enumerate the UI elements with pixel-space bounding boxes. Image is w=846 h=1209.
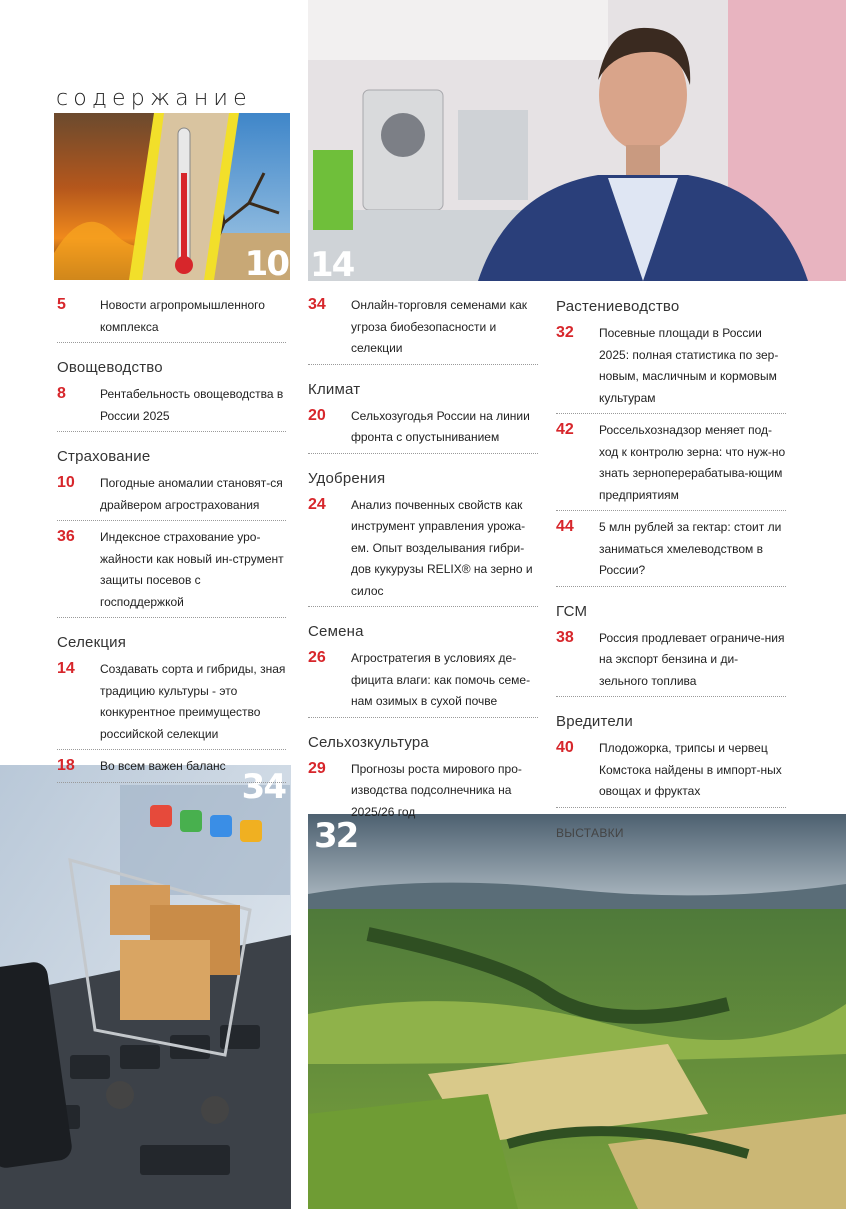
toc-page-number: 42 [556, 421, 574, 438]
toc-page-number: 26 [308, 649, 326, 666]
toc-entry-text: Создавать сорта и гибриды, зная традицию культуры - это конкурентное преимущество российской селекции [100, 662, 286, 741]
toc-footer-item[interactable]: ВЫСТАВКИ [556, 825, 624, 840]
photo-page-number: 34 [241, 767, 285, 807]
toc-entry[interactable] [556, 738, 786, 808]
toc-entry[interactable] [57, 659, 286, 750]
toc-entry[interactable] [308, 495, 538, 608]
toc-entry[interactable] [556, 517, 786, 587]
photo-page-number: 32 [314, 816, 358, 856]
page-title: содержание [56, 86, 252, 111]
toc-page-number: 40 [556, 739, 574, 756]
toc-page-number: 5 [57, 296, 66, 313]
toc-entry[interactable] [556, 323, 786, 414]
aerial-fields-photo[interactable] [308, 814, 846, 1209]
section-heading: Сельхозкультура [308, 733, 429, 751]
toc-entry[interactable] [57, 527, 286, 618]
toc-page-number: 20 [308, 406, 326, 424]
toc-column-2 [308, 295, 538, 833]
toc-entry[interactable] [57, 384, 286, 432]
photo-page-number: 14 [310, 245, 354, 281]
scientist-portrait-photo[interactable] [308, 0, 846, 281]
toc-entry-text: Сельхозугодья России на линии фронта с опустыниванием [351, 408, 530, 444]
toc-entry[interactable] [556, 420, 786, 511]
toc-column-1 [57, 295, 286, 789]
toc-page-number: 34 [308, 296, 326, 313]
toc-page-number: 38 [556, 628, 574, 646]
toc-page-number: 24 [308, 495, 326, 513]
toc-page-number: 32 [556, 324, 574, 341]
toc-entry-text: Анализ почвенных свойств как инструмент управления урожа-ем. Опыт возделывания гибри-дов кукурузы RELIX® на зерно и силос [351, 497, 533, 598]
toc-entry-text: Рентабельность овощеводства в России 2025 [100, 387, 284, 423]
toc-entry[interactable] [57, 295, 286, 343]
toc-page-number: 8 [57, 385, 66, 402]
toc-entry-text: Плодожорка, трипсы и червец Комстока найдены в импорт-ных овощах и фруктах [599, 741, 782, 798]
toc-entry[interactable] [308, 648, 538, 718]
toc-page-number: 44 [556, 518, 574, 535]
toc-entry-text: 5 млн рублей за гектар: стоит ли заниматься хмелеводством в России? [599, 520, 782, 577]
section-heading: Селекция [57, 634, 127, 651]
toc-page-number: 29 [308, 759, 326, 777]
toc-entry-text: Посевные площади в России 2025: полная статистика по зер-новым, масличным и кормовым культурам [599, 326, 779, 405]
shopping-cart-laptop-photo[interactable] [0, 765, 291, 1209]
toc-entry-text: Во всем важен баланс [100, 759, 226, 773]
toc-page-number: 18 [57, 757, 75, 774]
toc-entry[interactable] [57, 473, 286, 521]
toc-page-number: 14 [57, 660, 75, 677]
thermometer-fire-photo[interactable] [54, 113, 290, 280]
toc-entry-text: Онлайн-торговля семенами как угроза биобезопасности и селекции [351, 298, 528, 355]
section-heading: Вредители [556, 713, 633, 730]
toc-entry[interactable] [57, 756, 286, 783]
toc-entry[interactable] [308, 406, 538, 454]
section-heading: Семена [308, 623, 364, 640]
toc-entry-text: Агростратегия в условиях де-фицита влаги: как помочь семе-нам озимых в сухой почве [351, 651, 531, 708]
toc-column-3 [556, 298, 786, 840]
photo-page-number: 10 [244, 244, 288, 280]
section-heading: Овощеводство [57, 359, 163, 376]
toc-entry[interactable] [308, 295, 538, 365]
toc-page-number: 36 [57, 528, 75, 545]
toc-entry-text: Погодные аномалии становят-ся драйвером агрострахования [100, 476, 283, 512]
section-heading: ГСМ [556, 602, 588, 620]
toc-entry-text: Россия продлевает ограниче-ния на экспорт бензина и ди-зельного топлива [599, 630, 785, 688]
toc-page-number: 10 [57, 474, 75, 491]
toc-entry[interactable] [308, 759, 538, 828]
toc-entry-text: Прогнозы роста мирового про-изводства подсолнечника на 2025/26 год [351, 761, 522, 819]
toc-entry[interactable] [556, 628, 786, 698]
toc-entry-text: Россельхознадзор меняет под-ход к контролю зерна: что нуж-но знать зерноперерабатыва-ющим предприятиям [599, 423, 786, 502]
section-heading: Растениеводство [556, 298, 680, 315]
toc-entry-text: Новости агропромышленного комплекса [100, 298, 265, 334]
toc-entry-text: Индексное страхование уро-жайности как новый ин-струмент защиты посевов с господдержкой [100, 530, 284, 609]
section-heading: Страхование [57, 448, 151, 465]
section-heading: Удобрения [308, 469, 386, 487]
section-heading: Климат [308, 380, 361, 398]
